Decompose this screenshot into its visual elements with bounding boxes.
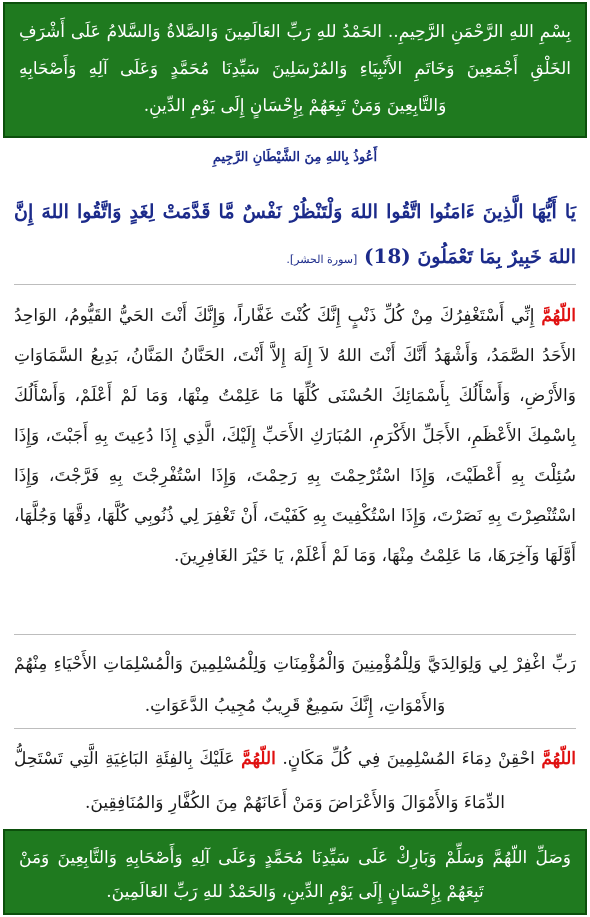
dua-text: عَلَيْكَ بِالفِئَةِ البَاغِيَةِ الَّتِي تَسْتَحِلُّ الدِّمَاءَ وَالأَمْوَالَ وَالأَعْرَاضَ وَمَنْ أَعَانَهُمْ مِنَ الكُفَّارِ وَالمُنَافِقِينَ.	[14, 749, 505, 813]
divider	[14, 728, 576, 729]
footer-banner-text: وَصَلِّ اللّهُمَّ وَسَلِّمْ وَبَارِكْ عَلَى سَيِّدِنَا مُحَمَّدٍ وَعَلَى آلِهِ وَأَصْحَابِهِ وَالتَّابِعِينَ وَمَنْ تَبِعَهُمْ بِإِحْسَانٍ إِلَى يَوْمِ الدِّينِ، وَالحَمْدُ للهِ رَبِّ العَالَمِينَ.	[19, 848, 571, 902]
surah-reference: [سورة الحشر].	[286, 253, 358, 266]
taawwudh: أَعُوذُ بِاللهِ مِنَ الشَّيْطَانِ الرَّجِيمِ	[212, 150, 378, 165]
divider	[14, 634, 576, 635]
header-banner	[3, 2, 587, 138]
dua-text: احْقِنْ دِمَاءَ المُسْلِمِينَ فِي كُلِّ مَكَانٍ.	[282, 749, 535, 769]
dua-lead-allahumma: اللّهُمَّ	[541, 749, 576, 769]
dua-text: إِنِّي أَسْتَغْفِرُكَ مِنْ كُلِّ ذَنْبٍ إِنَّكَ كُنْتَ غَفَّاراً، وَإِنَّكَ أَنْتَ الحَيُّ القَيُّومُ، الوَاحِدُ الأَحَدُ الصَّمَدُ، وَأَشْهَدُ أَنَّكَ أَنْتَ اللهُ لاَ إِلَهَ إِلاَّ أَنْتَ، الحَنَّانُ المَنَّانُ، بَدِيعُ السَّمَاوَاتِ وَالأَرْضِ، وَأَسْأَلُكَ بِأَسْمَائِكَ الحُسْنَى كُلِّهَا مَا عَلِمْتُ مِنْهَا، وَمَا لَمْ أَعْلَمْ، وَأَسْأَلُكَ بِاسْمِكَ الأَعْظَمِ، الأَجَلِّ الأَكْرَمِ، المُبَارَكِ الأَحَبِّ إِلَيْكَ، الَّذِي إِذَا دُعِيتَ بِهِ أَجَبْتَ، وَإِذَا سُئِلْتَ بِهِ أَعْطَيْتَ، وَإِذَا اسْتُرْحِمْتَ بِهِ رَحِمْتَ، وَإِذَا اسْتُفْرِجْتَ بِهِ فَرَّجْتَ، وَإِذَا اسْتُنْصِرْتَ بِهِ نَصَرْتَ، وَإِذَا اسْتُكْفِيتَ بِهِ كَفَيْتَ، أَنْ تَغْفِرَ لِي ذُنُوبِي كُلَّهَا، دِقَّهَا وَجُلَّهَا، أَوَّلَهَا وَآخِرَهَا، مَا عَلِمْتُ مِنْهَا، وَمَا لَمْ أَعْلَمْ، يَا خَيْرَ الغَافِرِينَ.	[13, 306, 576, 566]
verse-text: يَا أَيُّهَا الَّذِينَ ءَامَنُوا اتَّقُوا اللهَ وَلْتَنْظُرْ نَفْسٌ مَّا قَدَّمَتْ لِغَدٍ وَاتَّقُوا اللهَ إِنَّ اللهَ خَبِيرٌ بِمَا تَعْمَلُونَ	[14, 201, 576, 268]
dua-text: رَبِّ اغْفِرْ لِي وَلِوَالِدَيَّ وَلِلْمُؤْمِنِينَ وَالْمُؤْمِنَاتِ وَلِلْمُسْلِمِينَ وَالْمُسْلِمَاتِ الأَحْيَاءِ مِنْهُمْ وَالأَمْوَاتِ، إِنَّكَ سَمِيعٌ قَرِيبٌ مُجِيبُ الدَّعَوَاتِ.	[14, 654, 576, 716]
ayah-number: (18)	[363, 244, 411, 268]
header-banner-text: بِسْمِ اللهِ الرَّحْمَنِ الرَّحِيمِ.. الحَمْدُ للهِ رَبِّ العَالَمِينَ وَالصَّلاةُ وَالسَّلامُ عَلَى أَشْرَفِ الخَلْقِ أَجْمَعِينَ وَخَاتَمِ الأَنْبِيَاءِ وَالمُرْسَلِينَ سَيِّدِنَا مُحَمَّدٍ وَعَلَى آلِهِ وَأَصْحَابِهِ وَالتَّابِعِينَ وَمَنْ تَبِعَهُمْ بِإِحْسَانٍ إِلَى يَوْمِ الدِّينِ.	[19, 22, 571, 116]
dua-protection	[14, 737, 576, 825]
divider	[14, 284, 576, 285]
dua-rabbighfir	[14, 643, 576, 727]
dua-lead-allahumma: اللّهُمَّ	[241, 749, 276, 769]
quran-verse	[14, 190, 576, 282]
dua-istighfar	[14, 296, 576, 576]
footer-banner	[3, 829, 587, 915]
dua-lead-allahumma: اللّهُمَّ	[541, 306, 576, 326]
